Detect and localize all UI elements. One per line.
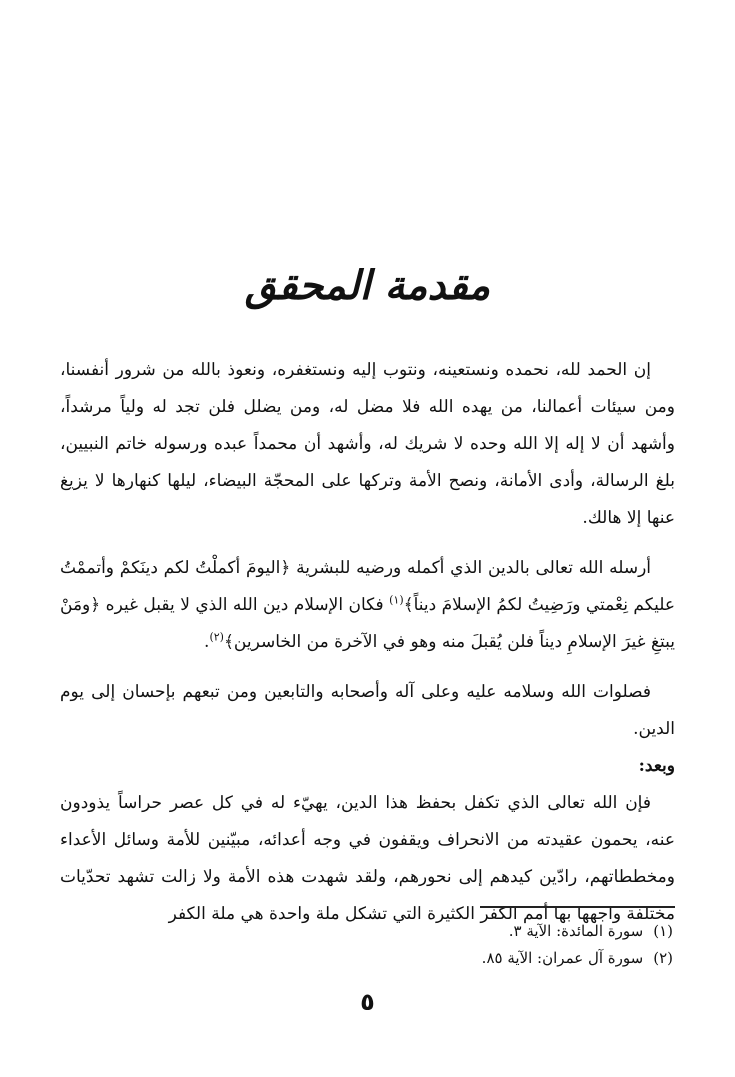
footnote-divider (480, 906, 675, 908)
body-text (60, 352, 675, 933)
page-title: مقدمة المحقق (244, 262, 491, 309)
paragraph-text: فكان الإسلام دين الله الذي لا يقبل غيره (105, 595, 384, 615)
footnote-number: (١) (653, 922, 673, 940)
section-label: وبعد: (638, 756, 675, 776)
footnote-text: سورة المائدة: الآية ٣. (508, 922, 644, 940)
paragraph-end: . (204, 632, 210, 652)
paragraph-main: فإن الله تعالى الذي تكفل بحفظ هذا الدين، يهيّء له في كل عصر حراساً يذودون عنه، يحمون عقيدته من الانحراف ويقفون في وجه أعدائه، مبيّنين للأمة وسائل الأعداء ومخططاتهم، رادّين كيدهم إلى نحورهم، ولقد شهدت هذه الأمة ولا زالت تشهد تحدّيات مختلفة واجهها بها أمم الكفر الكثيرة التي تشكل ملة واحدة هي ملة الكفر (60, 793, 675, 924)
footnote-text: سورة آل عمران: الآية ٨٥. (481, 949, 644, 967)
footnote-ref: (١) (389, 593, 404, 607)
footnote (273, 918, 673, 945)
footnote-number: (٢) (653, 949, 673, 967)
page-number: ٥ (360, 988, 375, 1016)
footnote (273, 945, 673, 972)
paragraph-intro: إن الحمد لله، نحمده ونستعينه، ونتوب إليه ونستغفره، ونعوذ بالله من شرور أنفسنا، ومن سيئات أعمالنا، من يهده الله فلا مضل له، ومن يضلل فلن تجد له ولياً مرشداً، وأشهد أن لا إله إلا الله وحده لا شريك له، وأشهد أن محمداً عبده ورسوله خاتم النبيين، بلغ الرسالة، وأدى الأمانة، ونصح الأمة وتركها على المحجّة البيضاء، ليلها كنهارها لا يزيغ عنها إلا هالك. (60, 360, 675, 528)
paragraph-religion (60, 550, 675, 661)
footnotes (273, 918, 673, 972)
quran-quote: ﴿ومَنْ يبتغِ غيرَ الإسلامِ ديناً فلن يُقبلَ منه وهو في الآخرة من الخاسرين﴾ (60, 595, 675, 652)
paragraph-text: أرسله الله تعالى بالدين الذي أكمله ورضيه للبشرية (296, 558, 652, 578)
footnote-ref: (٢) (209, 630, 224, 644)
quran-quote: ﴿اليومَ أكملْتُ لكم دينَكمْ وأتممْتُ عليكم نِعْمتي ورَضِيتُ لكمُ الإسلامَ ديناً﴾ (60, 558, 675, 615)
paragraph-salutation: فصلوات الله وسلامه عليه وعلى آله وأصحابه والتابعين ومن تبعهم بإحسان إلى يوم الدين. (60, 682, 675, 739)
